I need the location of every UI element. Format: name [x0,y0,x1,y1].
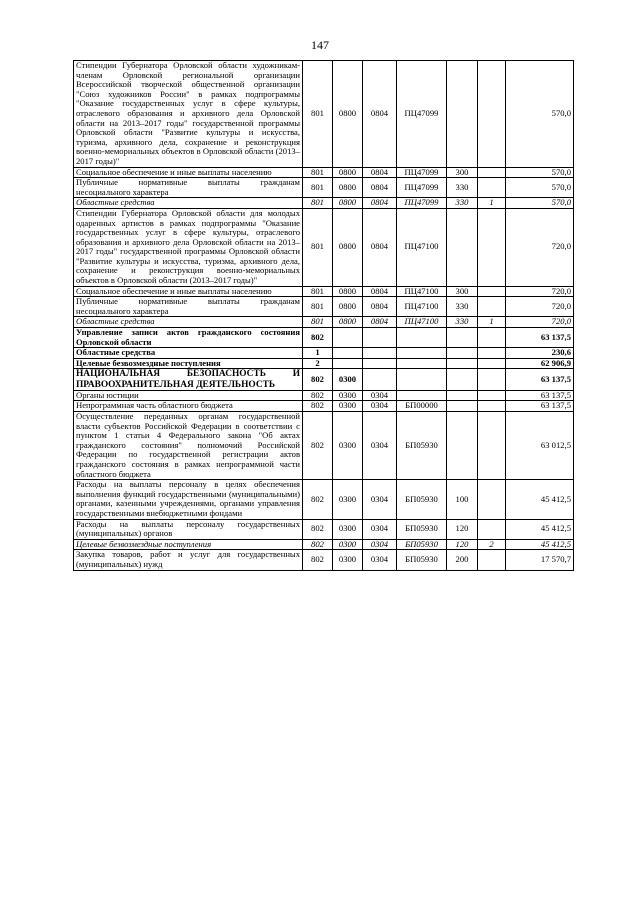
target-item-cell [397,348,447,359]
ministry-code-cell: 802 [303,369,333,390]
expense-type-cell: 330 [447,178,478,198]
funding-source-cell [478,369,506,390]
expense-type-cell [447,390,478,401]
subsection-code-cell: 0804 [363,178,397,198]
amount-cell: 63 137,5 [506,369,574,390]
amount-cell: 45 412,5 [506,480,574,519]
subsection-code-cell: 0304 [363,412,397,480]
expense-type-cell: 330 [447,317,478,328]
target-item-cell: ПЦ47100 [397,208,447,286]
amount-cell: 570,0 [506,167,574,178]
amount-cell: 63 012,5 [506,412,574,480]
amount-cell: 63 137,5 [506,390,574,401]
amount-cell: 45 412,5 [506,519,574,539]
amount-cell: 63 137,5 [506,328,574,348]
target-item-cell: ПЦ47100 [397,317,447,328]
section-code-cell: 0300 [333,539,363,550]
table-row [74,167,574,178]
expense-type-cell: 200 [447,550,478,570]
target-item-cell: ПЦ47099 [397,178,447,198]
row-name-cell: Непрограммная часть областного бюджета [74,401,303,412]
ministry-code-cell: 801 [303,286,333,297]
table-row [74,348,574,359]
row-name-cell: Областные средства [74,317,303,328]
subsection-code-cell [363,328,397,348]
funding-source-cell [478,348,506,359]
ministry-code-cell: 802 [303,480,333,519]
section-code-cell: 0800 [333,208,363,286]
table-row [74,208,574,286]
expense-type-cell: 300 [447,286,478,297]
target-item-cell: ПЦ47100 [397,286,447,297]
ministry-code-cell: 802 [303,519,333,539]
row-name-cell: Целевые безвозмездные поступления [74,539,303,550]
row-name-cell: Осуществление переданных органам государственной власти субъектов Российской Федерации в соответствии с пунктом 1 статьи 4 Федерального закона "Об актах гражданского состояния" полномочий Российской Федерации по государственной регистрации актов гражданского состояния в рамках непрограммной части областного бюджета [74,412,303,480]
subsection-code-cell [363,348,397,359]
amount-cell: 17 570,7 [506,550,574,570]
funding-source-cell [478,286,506,297]
funding-source-cell: 2 [478,539,506,550]
section-code-cell: 0300 [333,519,363,539]
section-code-cell [333,348,363,359]
table-row [74,317,574,328]
subsection-code-cell: 0804 [363,286,397,297]
row-name-cell: Областные средства [74,348,303,359]
ministry-code-cell: 802 [303,412,333,480]
ministry-code-cell: 801 [303,208,333,286]
funding-source-cell [478,61,506,168]
section-code-cell: 0300 [333,480,363,519]
target-item-cell: БП05930 [397,480,447,519]
expense-type-cell [447,348,478,359]
subsection-code-cell: 0304 [363,480,397,519]
row-name-cell: Социальное обеспечение и иные выплаты населению [74,167,303,178]
expense-type-cell [447,61,478,168]
ministry-code-cell: 801 [303,61,333,168]
funding-source-cell [478,519,506,539]
ministry-code-cell: 801 [303,317,333,328]
section-code-cell: 0300 [333,412,363,480]
ministry-code-cell: 802 [303,539,333,550]
table-body [74,61,574,571]
section-code-cell: 0800 [333,198,363,209]
ministry-code-cell: 801 [303,297,333,317]
subsection-code-cell: 0304 [363,550,397,570]
section-code-cell: 0800 [333,317,363,328]
subsection-code-cell: 0804 [363,297,397,317]
subsection-code-cell: 0304 [363,539,397,550]
funding-source-cell [478,390,506,401]
funding-source-cell [478,178,506,198]
amount-cell: 63 137,5 [506,401,574,412]
funding-source-cell: 1 [478,317,506,328]
expense-type-cell: 300 [447,167,478,178]
amount-cell: 720,0 [506,208,574,286]
subsection-code-cell: 0804 [363,198,397,209]
expense-type-cell [447,412,478,480]
section-code-cell: 0300 [333,550,363,570]
row-name-cell: Стипендии Губернатора Орловской области для молодых одаренных артистов в рамках подпрограммы "Оказание государственных услуг в сфере культуры, отраслевого образования и архивного дела Орловской области на 2013–2017 годы" государственной программы Орловской области "Развитие культуры и искусства, туризма, архивного дела, сохранение и реконструкция военно-мемориальных объектов в Орловской области (2013–2017 годы)" [74,208,303,286]
ministry-code-cell: 801 [303,198,333,209]
target-item-cell: ПЦ47100 [397,297,447,317]
row-name-cell: Управление записи актов гражданского состояния Орловской области [74,328,303,348]
amount-cell: 230,6 [506,348,574,359]
target-item-cell: ПЦ47099 [397,198,447,209]
page-number: 147 [311,38,329,52]
row-name-cell: Целевые безвозмездные поступления [74,358,303,369]
subsection-code-cell [363,369,397,390]
amount-cell: 720,0 [506,297,574,317]
amount-cell: 720,0 [506,286,574,297]
expense-type-cell: 120 [447,539,478,550]
target-item-cell [397,358,447,369]
expense-type-cell: 100 [447,480,478,519]
target-item-cell: БП05930 [397,519,447,539]
target-item-cell [397,390,447,401]
section-code-cell [333,358,363,369]
table-row [74,297,574,317]
ministry-code-cell: 1 [303,348,333,359]
row-name-cell: Закупка товаров, работ и услуг для государственных (муниципальных) нужд [74,550,303,570]
expense-type-cell [447,369,478,390]
target-item-cell: БП05930 [397,412,447,480]
subsection-code-cell: 0804 [363,167,397,178]
section-code-cell [333,328,363,348]
table-row [74,369,574,390]
amount-cell: 62 906,9 [506,358,574,369]
amount-cell: 570,0 [506,61,574,168]
funding-source-cell [478,401,506,412]
funding-source-cell [478,550,506,570]
subsection-code-cell [363,358,397,369]
table-row [74,550,574,570]
row-name-cell: Областные средства [74,198,303,209]
amount-cell: 720,0 [506,317,574,328]
target-item-cell: ПЦ47099 [397,167,447,178]
table-row [74,178,574,198]
target-item-cell: ПЦ47099 [397,61,447,168]
ministry-code-cell: 802 [303,390,333,401]
funding-source-cell: 1 [478,198,506,209]
funding-source-cell [478,167,506,178]
amount-cell: 45 412,5 [506,539,574,550]
section-code-cell: 0800 [333,297,363,317]
expense-type-cell [447,208,478,286]
section-code-cell: 0800 [333,61,363,168]
ministry-code-cell: 2 [303,358,333,369]
table-row [74,480,574,519]
table-row [74,286,574,297]
amount-cell: 570,0 [506,198,574,209]
expense-type-cell [447,328,478,348]
subsection-code-cell: 0804 [363,317,397,328]
table-row [74,358,574,369]
row-name-cell: Расходы на выплаты персоналу в целях обеспечения выполнения функций государственными (муниципальными) органами, казенными учреждениями, органами управления государственными внебюджетными фондами [74,480,303,519]
table-row [74,519,574,539]
budget-table [73,60,574,571]
row-name-cell: Органы юстиции [74,390,303,401]
ministry-code-cell: 802 [303,401,333,412]
funding-source-cell [478,358,506,369]
table-row [74,401,574,412]
ministry-code-cell: 802 [303,328,333,348]
target-item-cell: БП05930 [397,550,447,570]
funding-source-cell [478,328,506,348]
subsection-code-cell: 0304 [363,519,397,539]
target-item-cell [397,328,447,348]
ministry-code-cell: 802 [303,550,333,570]
section-code-cell: 0800 [333,178,363,198]
section-code-cell: 0300 [333,401,363,412]
section-code-cell: 0300 [333,369,363,390]
ministry-code-cell: 801 [303,178,333,198]
ministry-code-cell: 801 [303,167,333,178]
section-code-cell: 0300 [333,390,363,401]
subsection-code-cell: 0304 [363,390,397,401]
row-name-cell: Публичные нормативные выплаты гражданам несоциального характера [74,297,303,317]
table-row [74,198,574,209]
subsection-code-cell: 0304 [363,401,397,412]
table-row [74,328,574,348]
row-name-cell: Публичные нормативные выплаты гражданам несоциального характера [74,178,303,198]
amount-cell: 570,0 [506,178,574,198]
row-name-cell: Стипендии Губернатора Орловской области художникам-членам Орловской региональной организации Всероссийской творческой общественной организации "Союз художников России" в рамках подпрограммы "Оказание государственных услуг в сфере культуры, отраслевого образования и архивного дела Орловской области на 2013–2017 годы" государственной программы Орловской области "Развитие культуры и искусства, туризма, архивного дела, сохранение и реконструкция военно-мемориальных объектов в Орловской области (2013–2017 годы)" [74,61,303,168]
funding-source-cell [478,208,506,286]
funding-source-cell [478,480,506,519]
section-code-cell: 0800 [333,167,363,178]
row-name-cell: Социальное обеспечение и иные выплаты населению [74,286,303,297]
section-code-cell: 0800 [333,286,363,297]
funding-source-cell [478,297,506,317]
row-name-cell: НАЦИОНАЛЬНАЯ БЕЗОПАСНОСТЬ И ПРАВООХРАНИТЕЛЬНАЯ ДЕЯТЕЛЬНОСТЬ [74,369,303,390]
expense-type-cell [447,358,478,369]
expense-type-cell: 120 [447,519,478,539]
table-row [74,412,574,480]
target-item-cell: БП00000 [397,401,447,412]
funding-source-cell [478,412,506,480]
table-row [74,390,574,401]
target-item-cell [397,369,447,390]
table-row [74,61,574,168]
subsection-code-cell: 0804 [363,61,397,168]
table-row [74,539,574,550]
expense-type-cell: 330 [447,297,478,317]
subsection-code-cell: 0804 [363,208,397,286]
row-name-cell: Расходы на выплаты персоналу государственных (муниципальных) органов [74,519,303,539]
expense-type-cell [447,401,478,412]
expense-type-cell: 330 [447,198,478,209]
target-item-cell: БП05930 [397,539,447,550]
